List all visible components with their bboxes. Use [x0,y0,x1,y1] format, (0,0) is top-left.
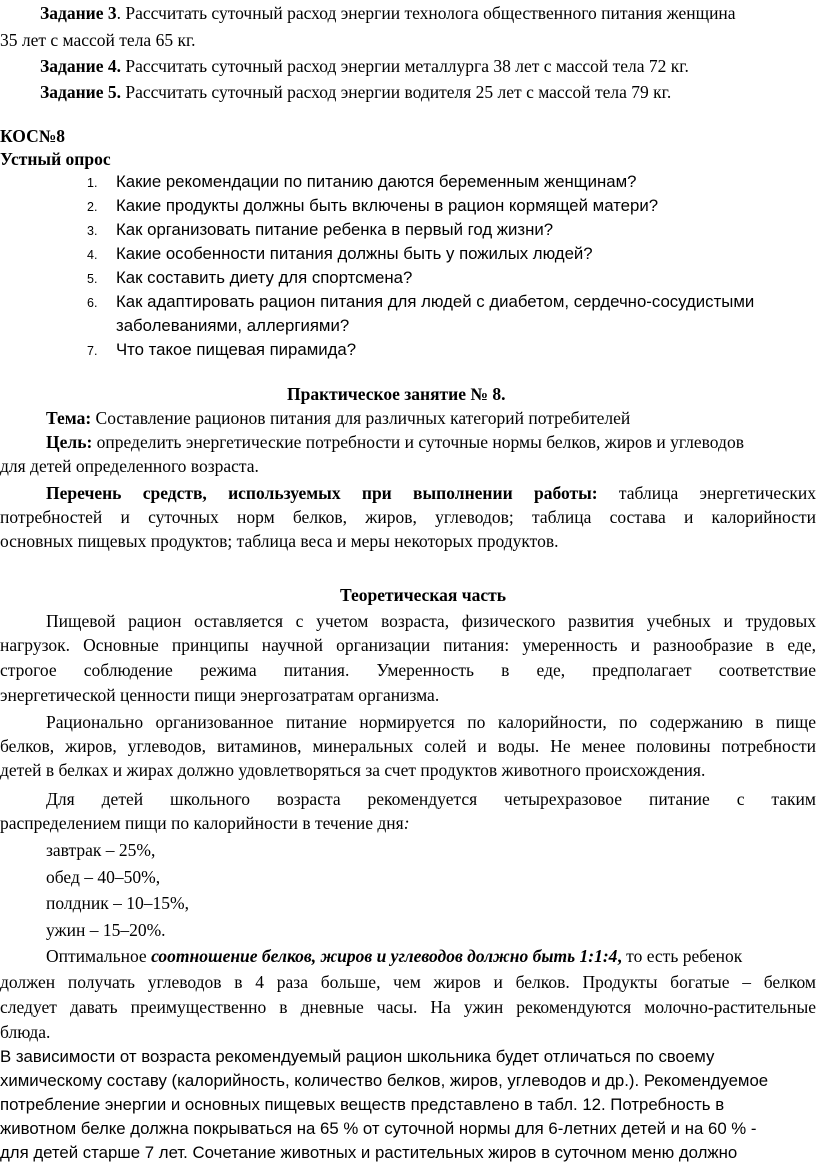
question-text: Какие рекомендации по питанию даются беременным женщинам? [116,172,637,191]
question-number: 7. [87,344,98,358]
question-text: Какие особенности питания должны быть у пожилых людей? [116,244,593,263]
meal-item: обед – 40–50%, [46,867,161,887]
meal-item: завтрак – 25%, [46,840,156,860]
paragraph-line: нагрузок. Основные принципы научной организации питания: умеренность и разнообразие в еде, [0,635,816,655]
paragraph-line: для детей старше 7 лет. Сочетание животных и растительных жиров в суточном меню должно [0,1143,738,1162]
ratio-emphasis: соотношение белков, жиров и углеводов должно быть 1:1:4 [151,946,618,966]
paragraph-line: должен получать углеводов в 4 раза больше, чем жиров и белков. Продукты богатые – белком [0,972,816,992]
question-number: 6. [87,296,98,310]
question-number: 5. [87,272,98,286]
question-number: 3. [87,224,98,238]
paragraph-line: строгое соблюдение режима питания. Умеренность в еде, предполагает соответствие [0,660,816,680]
paragraph-line: энергетической ценности пищи энергозатратам организма. [0,685,440,705]
practice-goal-cont: для детей определенного возраста. [0,456,259,476]
practice-means-line: потребностей и суточных норм белков, жиров, углеводов; таблица состава и калорийности [0,507,816,527]
kos-title: КОС№8 [0,126,66,146]
question-text: Что такое пищевая пирамида? [116,340,357,359]
paragraph-line: потребление энергии и основных пищевых веществ представлено в табл. 12. Потребность в [0,1095,725,1114]
paragraph-line: детей в белках и жирах должно удовлетворяться за счет продуктов животного происхождения. [0,760,706,780]
ratio-line: Оптимальное соотношение белков, жиров и углеводов должно быть 1:1:4, то есть ребенок [46,946,743,966]
practice-goal: Цель: определить энергетические потребности и суточные нормы белков, жиров и углеводов [46,432,744,452]
question-text: Какие продукты должны быть включены в рацион кормящей матери? [116,196,659,215]
paragraph-line: Рационально организованное питание нормируется по калорийности, по содержанию в пище [46,712,816,732]
question-text: Как организовать питание ребенка в первый год жизни? [116,220,554,239]
practice-means-line: основных пищевых продуктов; таблица веса и меры некоторых продуктов. [0,531,559,551]
task-4: Задание 4. Рассчитать суточный расход энергии металлурга 38 лет с массой тела 72 кг. [40,56,689,76]
task-5: Задание 5. Рассчитать суточный расход энергии водителя 25 лет с массой тела 79 кг. [40,82,672,102]
task-3-cont: 35 лет с массой тела 65 кг. [0,30,196,50]
practice-means: Перечень средств, используемых при выполнении работы: таблица энергетических [46,483,816,503]
practice-title: Практическое занятие № 8. [287,384,506,404]
paragraph-line: животном белке должна покрываться на 65 % от суточной нормы для 6-летних детей и на 60 % - [0,1119,757,1138]
theory-title: Теоретическая часть [340,585,506,605]
question-number: 2. [87,200,98,214]
paragraph-line: белков, жиров, углеводов, витаминов, минеральных солей и воды. Не менее половины потребности [0,736,816,756]
practice-topic: Тема: Составление рационов питания для различных категорий потребителей [46,408,631,428]
paragraph-line: В зависимости от возраста рекомендуемый рацион школьника будет отличаться по своему [0,1047,715,1066]
question-text: Как адаптировать рацион питания для людей с диабетом, сердечно-сосудистыми [116,292,755,311]
paragraph-line: Для детей школьного возраста рекомендуется четырехразовое питание с таким [46,789,816,809]
paragraph-line: блюда. [0,1022,51,1042]
question-text: заболеваниями, аллергиями? [116,316,350,335]
question-number: 1. [87,176,98,190]
paragraph-line: химическому составу (калорийность, количество белков, жиров, углеводов и др.). Рекомендуемое [0,1071,769,1090]
meal-item: полдник – 10–15%, [46,893,189,913]
task-3: Задание 3. Рассчитать суточный расход энергии технолога общественного питания женщина [40,3,736,23]
paragraph-line: распределением пищи по калорийности в течение дня: [0,813,410,833]
paragraph-line: следует давать преимущественно в дневные часы. На ужин рекомендуются молочно-растительные [0,997,816,1017]
meal-item: ужин – 15–20%. [46,920,166,940]
kos-subtitle: Устный опрос [0,149,111,169]
paragraph-line: Пищевой рацион оставляется с учетом возраста, физического развития учебных и трудовых [46,611,816,631]
question-text: Как составить диету для спортсмена? [116,268,413,287]
question-number: 4. [87,248,98,262]
